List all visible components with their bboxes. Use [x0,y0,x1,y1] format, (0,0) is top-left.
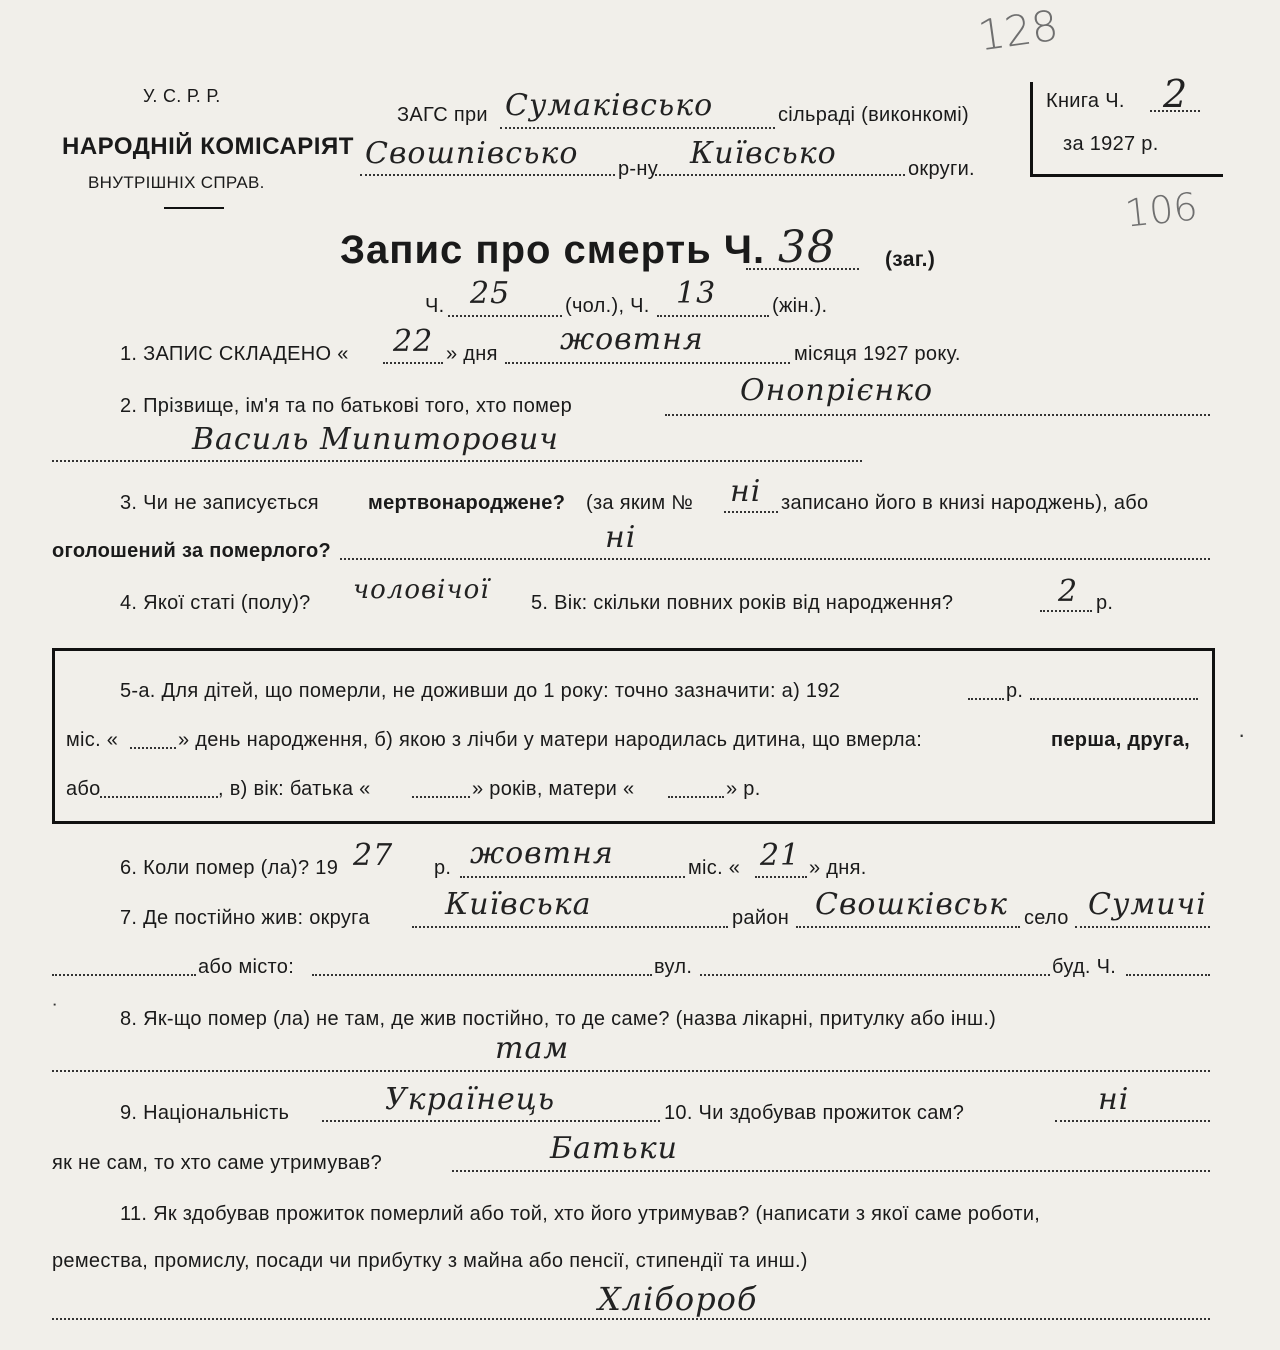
female-number-hw: 13 [676,276,717,311]
q5-age-suffix: р. [1096,592,1114,614]
q3-part2: (за яким № [586,492,694,514]
q7-selo-label: село [1024,907,1069,929]
q11-answer-hw: Хлібороб [598,1280,758,1318]
header-divider [164,207,224,209]
male-label: (чол.), Ч. [565,295,650,317]
q7-house-label: буд. Ч. [1052,956,1117,978]
q6-year-hw: 27 [353,838,394,873]
commissariat-label: НАРОДНІЙ КОМІСАРІЯТ [62,133,354,160]
q5a-line2-bold: перша, друга, [1051,729,1191,751]
q8-label: 8. Як-що помер (ла) не там, де жив постійно, то де саме? (назва лікарні, притулку або інш.) [120,1008,997,1030]
q6-month-hw: жовтня [470,836,614,871]
q7-street-label: вул. [654,956,693,978]
q10-answer-hw: ні [1098,1082,1130,1117]
q3-number-hw: ні [730,474,762,509]
q5a-line3-years: » років, матери « [472,778,635,800]
q1-suffix: місяця 1927 року. [794,343,961,365]
q2-label: 2. Прізвище, ім'я та по батькові того, хто помер [120,395,573,417]
q2-surname-hw: Онопрієнко [740,373,934,408]
q9-label: 9. Національність [120,1102,290,1124]
q5a-line3-mid: , в) вік: батька « [218,778,371,800]
q5a-line1: 5-а. Для дітей, що померли, не доживши до 1 року: точно зазначити: а) 192 [120,680,841,702]
q9-answer-hw: Українець [385,1082,556,1117]
q5a-line3-start: або [66,778,101,800]
q10-label: 10. Чи здобував прожиток сам? [664,1102,965,1124]
pencil-number-side: 106 [1122,184,1200,236]
q5a-line1-end: р. [1006,680,1024,702]
q6-label: 6. Коли помер (ла)? 19 [120,857,339,879]
ussr-label: У. С. Р. Р. [143,86,221,106]
q5a-line2-mid: » день народження, б) якою з лічби у матери народилась дитина, що вмерла: [178,729,923,751]
q8-answer-hw: там [495,1031,570,1066]
book-number-hw: 2 [1163,72,1189,116]
zags-prefix: ЗАГС при [397,104,488,126]
pencil-number-top: 128 [974,0,1062,61]
female-label: (жін.). [772,295,828,317]
q10-supported-label: як не сам, то хто саме утримував? [52,1152,383,1174]
q7-city-label: або місто: [198,956,295,978]
zags-district-hw: Свошпівсько [365,136,579,171]
q7-raion-hw: Свошківськ [815,887,1008,922]
q3-bold2: оголошений за померлого? [52,540,332,562]
q3-bold1: мертвонароджене? [368,492,566,514]
q3-answer-hw: ні [605,520,637,555]
record-title: Запис про смерть Ч. [340,228,766,272]
q5a-line3-end: » р. [726,778,761,800]
q5a-line2-start: міс. « [66,729,119,751]
margin-speck: · [1238,722,1246,747]
q1-mid: » дня [446,343,498,365]
title-line2-prefix: Ч. [425,295,445,317]
record-number-hw: 38 [778,222,836,273]
q4-answer-hw: чоловічої [353,575,490,605]
record-suffix: (заг.) [885,248,936,271]
q4-label: 4. Якої статі (полу)? [120,592,311,614]
zags-okruha-hw: Київсько [690,136,837,171]
male-number-hw: 25 [470,276,511,311]
zags-village-hw: Сумаківсько [505,88,714,123]
q1-month-hw: жовтня [560,322,704,357]
q7-okruha-hw: Київська [445,887,592,922]
q7-label: 7. Де постійно жив: округа [120,907,370,929]
q10-supported-hw: Батьки [550,1131,678,1166]
q7-raion-label: район [732,907,790,929]
book-label: Книга Ч. [1046,90,1125,112]
margin-speck: ˙ [52,1000,60,1025]
internal-affairs-label: ВНУТРІШНІХ СПРАВ. [88,173,265,192]
zags-council: сільраді (виконкомі) [778,104,969,126]
zags-okruha-label: округи. [908,158,975,180]
q7-selo-hw: Сумичі [1088,887,1207,922]
q5-age-hw: 2 [1058,574,1079,609]
q11-line1: 11. Як здобував прожиток померлий або той, хто його утримував? (написати з якої саме роботи, [120,1203,1041,1225]
q6-day-hw: 21 [760,838,801,873]
q11-line2: ремества, промислу, посади чи прибутку з майна або пенсії, стипендії та инш.) [52,1250,808,1272]
zags-district-label: р-ну [618,158,659,180]
q2-given-hw: Василь Мипиторович [192,422,559,457]
q6-year-suffix: р. [434,857,452,879]
book-year: за 1927 р. [1063,133,1159,155]
q3-part1: 3. Чи не записується [120,492,319,514]
q6-month-suffix: міс. « [688,857,741,879]
q3-part3: записано його в книзі народжень), або [781,492,1149,514]
q6-day-suffix: » дня. [809,857,867,879]
q1-label: 1. ЗАПИС СКЛАДЕНО « [120,343,349,365]
q1-day-hw: 22 [393,324,434,359]
q5-label: 5. Вік: скільки повних років від народження? [531,592,954,614]
